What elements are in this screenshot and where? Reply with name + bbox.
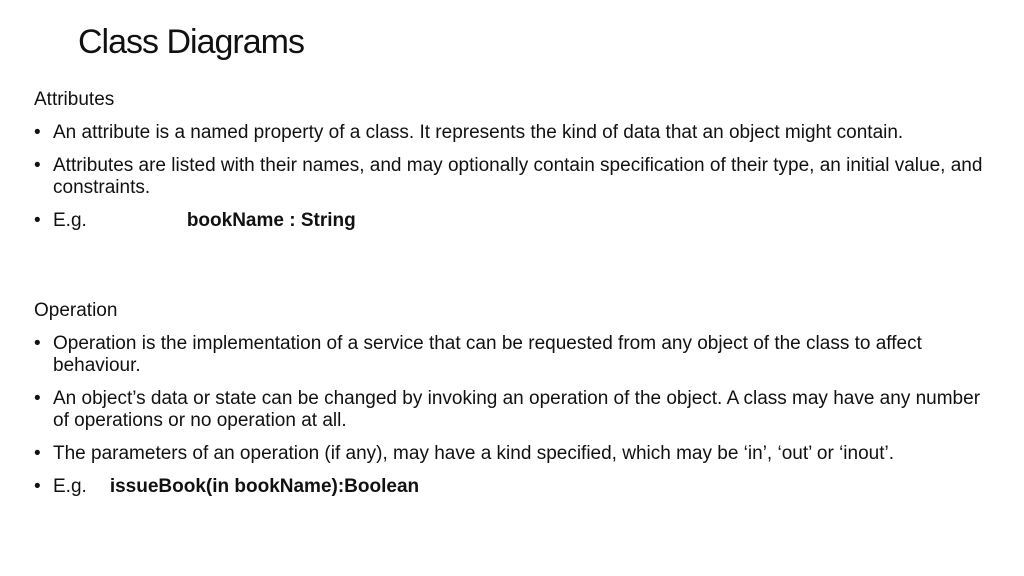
- bullet-icon: •: [34, 210, 41, 231]
- slide-title: Class Diagrams: [78, 23, 304, 61]
- operation-parameters-text: The parameters of an operation (if any), may have a kind specified, which may be ‘in’, ‘out’ or ‘inout’.: [53, 443, 894, 464]
- operation-heading: Operation: [34, 300, 118, 321]
- list-item: [34, 122, 994, 144]
- list-item: [34, 155, 994, 199]
- bullet-icon: •: [34, 476, 41, 497]
- operation-bullet-list: [34, 333, 994, 509]
- bullet-icon: •: [34, 388, 41, 409]
- list-item: [34, 333, 994, 377]
- list-item: [34, 388, 994, 432]
- bullet-icon: •: [34, 333, 41, 354]
- example-label: E.g.: [53, 210, 87, 231]
- attribute-listing-text: Attributes are listed with their names, and may optionally contain specification of their type, an initial value, and constraints.: [53, 155, 983, 198]
- attributes-heading: Attributes: [34, 89, 115, 110]
- operation-state-text: An object’s data or state can be changed by invoking an operation of the object. A class may have any number of operations or no operation at all.: [53, 388, 981, 431]
- attributes-bullet-list: [34, 122, 994, 243]
- bullet-icon: •: [34, 155, 41, 176]
- attribute-definition-text: An attribute is a named property of a class. It represents the kind of data that an object might contain.: [53, 122, 904, 143]
- bullet-icon: •: [34, 122, 41, 143]
- example-label: E.g.: [53, 476, 87, 497]
- list-item: [34, 443, 994, 465]
- list-item: [34, 210, 994, 232]
- operation-example-code: issueBook(in bookName):Boolean: [109, 476, 420, 497]
- operation-definition-text: Operation is the implementation of a service that can be requested from any object of the class to affect behaviour.: [53, 333, 922, 376]
- attribute-example-code: bookName : String: [186, 210, 356, 231]
- bullet-icon: •: [34, 443, 41, 464]
- list-item: [34, 476, 994, 498]
